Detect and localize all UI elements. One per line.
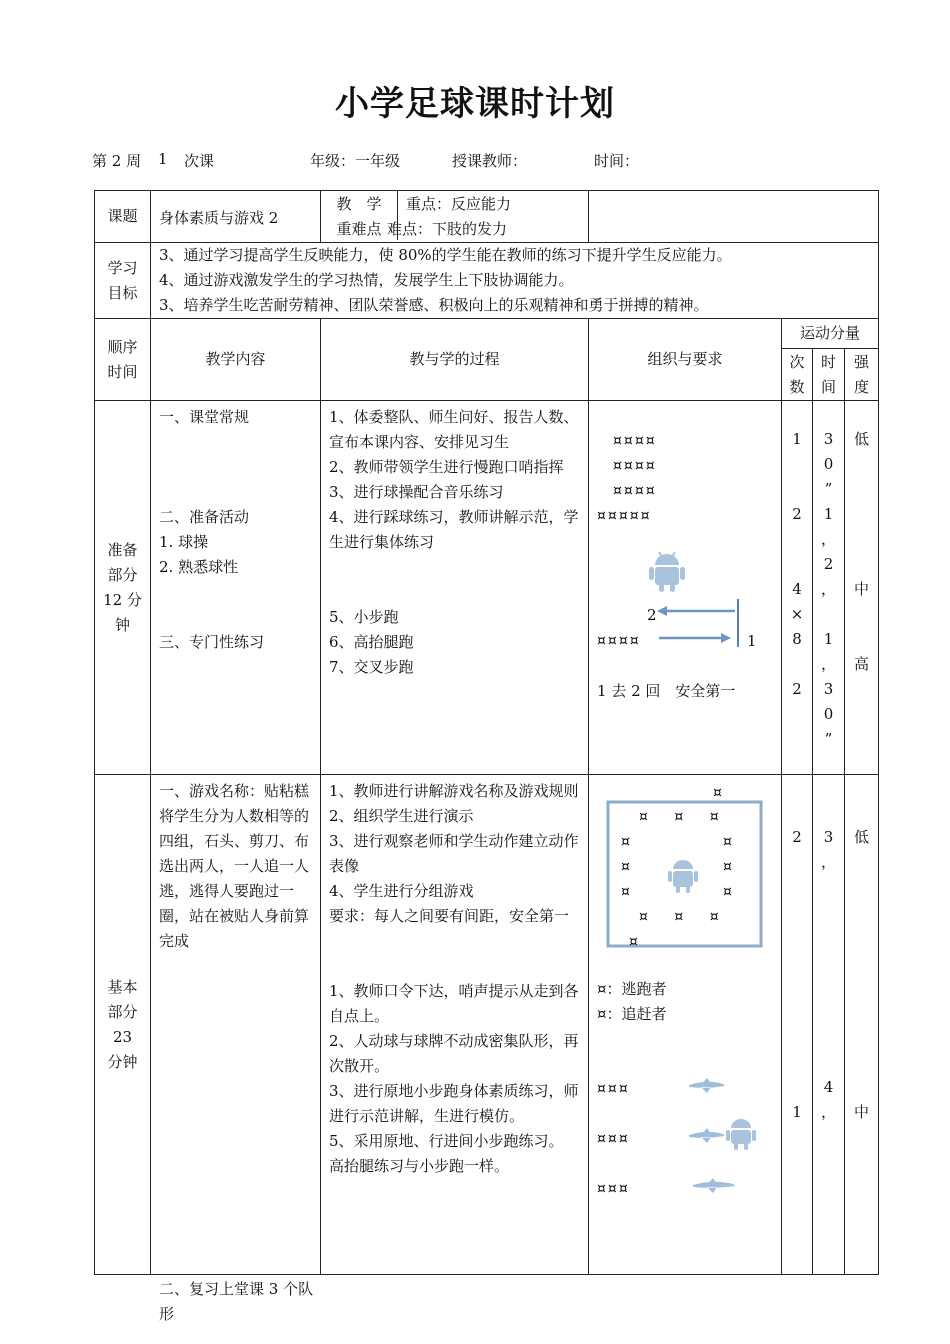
intensity-char: 中 xyxy=(853,580,869,598)
player-mark: ¤ xyxy=(621,859,632,875)
student-row: ¤¤¤¤ xyxy=(613,483,657,499)
basic-duration xyxy=(813,775,845,1275)
teacher-figure-icon xyxy=(725,1115,757,1151)
duration-char: ” xyxy=(824,480,833,498)
player-row: ¤ ¤ ¤ xyxy=(639,909,721,925)
intensity-header-line2: 度 xyxy=(853,377,869,396)
process-line: 4、进行踩球练习，教师讲解示范，学生进行集体练习 xyxy=(329,508,579,551)
focus-label-line1: 教 学 xyxy=(336,195,382,213)
teacher-figure-icon xyxy=(647,549,687,593)
goal-row xyxy=(95,243,879,319)
player-mark: ¤ xyxy=(621,834,632,850)
player-mark: ¤ xyxy=(629,934,640,950)
process-line: 2、教师带领学生进行慢跑口哨指挥 xyxy=(329,458,564,476)
formation-group: ¤¤¤ xyxy=(597,1081,630,1097)
topic-row xyxy=(95,191,879,243)
key-point: 重点：反应能力 xyxy=(406,195,512,213)
process-line: 3、进行原地小步跑身体素质练习，师进行示范讲解，生进行模仿。 xyxy=(329,1082,579,1125)
times-char: 1 xyxy=(792,430,802,448)
basic-label-line: 分钟 xyxy=(107,1052,138,1071)
prep-label-line: 12 分 xyxy=(103,590,142,609)
plane-icon xyxy=(687,1075,727,1095)
duration-char: 1 xyxy=(823,630,834,648)
times-char: 2 xyxy=(792,680,802,698)
process-line: 要求：每人之间要有间距，安全第一 xyxy=(329,907,570,925)
times-char: 2 xyxy=(792,828,802,846)
content-line: 三、专门性练习 xyxy=(159,633,265,651)
basic-times xyxy=(782,775,813,1275)
content-header: 教学内容 xyxy=(151,319,321,401)
goal-label-line2: 目标 xyxy=(107,283,138,302)
prep-process xyxy=(321,401,589,775)
page-title: 小学足球课时计划 xyxy=(335,84,615,124)
lane-label: 2 xyxy=(647,606,657,624)
goal-label-line1: 学习 xyxy=(107,258,138,277)
content-line: 一、课堂常规 xyxy=(159,408,250,426)
header-row-1 xyxy=(95,319,879,349)
player-mark: ¤ xyxy=(723,834,734,850)
difficult-point: 难点：下肢的发力 xyxy=(387,220,508,238)
process-line: 4、学生进行分组游戏 xyxy=(329,882,474,900)
intensity-header xyxy=(845,349,879,401)
duration-char: ， xyxy=(820,530,836,548)
time-text: 时间： xyxy=(594,152,640,170)
basic-label xyxy=(95,775,151,1275)
intensity-char: 高 xyxy=(853,655,869,673)
times-char: 2 xyxy=(792,505,802,523)
lane-label: 1 xyxy=(747,632,757,650)
duration-char: ， xyxy=(820,853,836,871)
basic-label-line: 基本 xyxy=(107,977,138,996)
times-char: 1 xyxy=(792,1103,802,1121)
duration-char: 2 xyxy=(823,555,834,573)
student-row: ¤¤¤¤¤ xyxy=(597,508,652,524)
times-char: 4 xyxy=(792,580,802,598)
basic-process xyxy=(321,775,589,1275)
process-line: 1、教师进行讲解游戏名称及游戏规则 xyxy=(329,782,579,800)
player-mark: ¤ xyxy=(723,859,734,875)
grade-text: 年级：一年级 xyxy=(310,152,401,170)
topic-label: 课题 xyxy=(95,191,151,243)
process-line: 5、小步跑 xyxy=(329,608,399,626)
prep-intensity xyxy=(845,401,879,775)
duration-char: 4 xyxy=(823,1078,834,1096)
process-line: 5、采用原地、行进间小步跑练习。 高抬腿练习与小步跑一样。 xyxy=(329,1132,564,1175)
order-header-line1: 顺序 xyxy=(107,337,138,356)
basic-org xyxy=(589,775,782,1275)
goal-line: 4、通过游戏激发学生的学习热情，发展学生上下肢协调能力。 xyxy=(159,271,574,289)
legend-chaser: ¤：追赶者 xyxy=(597,1005,667,1023)
goal-line: 3、培养学生吃苦耐劳精神、团队荣誉感、积极向上的乐观精神和勇于拼搏的精神。 xyxy=(159,296,709,314)
prep-label-line: 钟 xyxy=(114,615,130,634)
teacher-figure-icon xyxy=(668,860,698,893)
basic-row xyxy=(95,775,879,1275)
order-header-line2: 时间 xyxy=(107,362,138,381)
content-line: 二、准备活动 xyxy=(159,508,250,526)
player-row: ¤ ¤ ¤ xyxy=(639,809,721,825)
duration-header-line1: 时 xyxy=(820,352,836,371)
legend-runner: ¤：逃跑者 xyxy=(597,980,667,998)
lesson-plan-table xyxy=(94,190,879,1323)
intensity-header-line1: 强 xyxy=(853,352,869,371)
goal-line: 3、通过学习提高学生反映能力，使 80%的学生能在教师的练习下提升学生反应能力。 xyxy=(159,246,732,264)
process-line: 3、进行观察老师和学生动作建立动作表像 xyxy=(329,832,579,875)
topic-value: 身体素质与游戏 2 xyxy=(151,191,321,243)
process-line: 7、交叉步跑 xyxy=(329,658,414,676)
basic-label-line: 23 xyxy=(112,1027,133,1046)
duration-char: 0 xyxy=(823,455,834,473)
basic-intensity xyxy=(845,775,879,1275)
prep-row xyxy=(95,401,879,775)
plane-icon xyxy=(691,1175,737,1195)
times-header xyxy=(782,349,813,401)
week-text: 第 2 周 xyxy=(92,152,142,170)
process-header: 教与学的过程 xyxy=(321,319,589,401)
process-line: 6、高抬腿跑 xyxy=(329,633,414,651)
process-line: 2、人动球与球牌不动成密集队形，再次散开。 xyxy=(329,1032,579,1075)
duration-char: 1 xyxy=(823,505,834,523)
lesson-number: 1 xyxy=(158,150,168,168)
process-line: 1、教师口令下达，哨声提示从走到各自点上。 xyxy=(329,982,579,1025)
org-header: 组织与要求 xyxy=(589,319,782,401)
duration-char: 0 xyxy=(823,705,834,723)
prep-label-line: 准备 xyxy=(107,540,138,559)
duration-char: 3 xyxy=(823,430,834,448)
order-header xyxy=(95,319,151,401)
content-line: 1. 球操 xyxy=(159,533,209,551)
process-line: 1、体委整队、师生问好、报告人数、宣布本课内容、安排见习生 xyxy=(329,408,579,451)
load-header: 运动分量 xyxy=(782,319,879,349)
lesson-text: 次课 xyxy=(184,152,215,170)
runner-row: ¤¤¤¤ xyxy=(597,633,641,649)
goal-lines xyxy=(151,243,879,319)
player-mark: ¤ xyxy=(723,884,734,900)
player-mark: ¤ xyxy=(713,785,724,801)
duration-char: ， xyxy=(820,580,836,598)
process-line: 2、组织学生进行演示 xyxy=(329,807,474,825)
duration-char: ， xyxy=(820,655,836,673)
formation-group: ¤¤¤ xyxy=(597,1181,630,1197)
game-name: 一、游戏名称：贴粘糕 xyxy=(159,782,310,800)
student-row: ¤¤¤¤ xyxy=(613,458,657,474)
times-char: 8 xyxy=(792,630,802,648)
plane-icon xyxy=(687,1125,727,1145)
times-header-line1: 次 xyxy=(789,352,805,371)
duration-header xyxy=(813,349,845,401)
intensity-char: 低 xyxy=(853,828,869,846)
times-header-line2: 数 xyxy=(789,377,805,396)
duration-char: 3 xyxy=(823,680,834,698)
focus-label-line2: 重难点 xyxy=(336,220,382,238)
duration-header-line2: 间 xyxy=(820,377,836,396)
teacher-text: 授课教师： xyxy=(452,152,528,170)
basic-label-line: 部分 xyxy=(107,1002,138,1021)
times-char: × xyxy=(790,605,804,623)
intensity-char: 中 xyxy=(853,1103,869,1121)
content-line: 2. 熟悉球性 xyxy=(159,558,239,576)
prep-duration xyxy=(813,401,845,775)
prep-label xyxy=(95,401,151,775)
review-formation: 二、复习上堂课 3 个队形 xyxy=(159,1279,314,1323)
prep-label-line: 部分 xyxy=(107,565,138,584)
prep-org xyxy=(589,401,782,775)
duration-char: ， xyxy=(820,1103,836,1121)
duration-char: 3 xyxy=(823,828,834,846)
basic-content xyxy=(151,775,321,1323)
intensity-char: 低 xyxy=(853,430,869,448)
run-lane-arrows-icon xyxy=(655,597,747,649)
process-line: 3、进行球操配合音乐练习 xyxy=(329,483,504,501)
goal-label xyxy=(95,243,151,319)
prep-content xyxy=(151,401,321,775)
game-description: 将学生分为人数相等的四组，石头、剪刀、布选出两人，一人追一人逃，逃得人要跑过一圈，站在被贴人身前算完成 xyxy=(159,807,310,950)
formation-group: ¤¤¤ xyxy=(597,1131,630,1147)
student-row: ¤¤¤¤ xyxy=(613,433,657,449)
safety-note: 1 去 2 回 安全第一 xyxy=(597,682,736,700)
player-mark: ¤ xyxy=(621,884,632,900)
duration-char: ” xyxy=(824,730,833,748)
prep-times xyxy=(782,401,813,775)
